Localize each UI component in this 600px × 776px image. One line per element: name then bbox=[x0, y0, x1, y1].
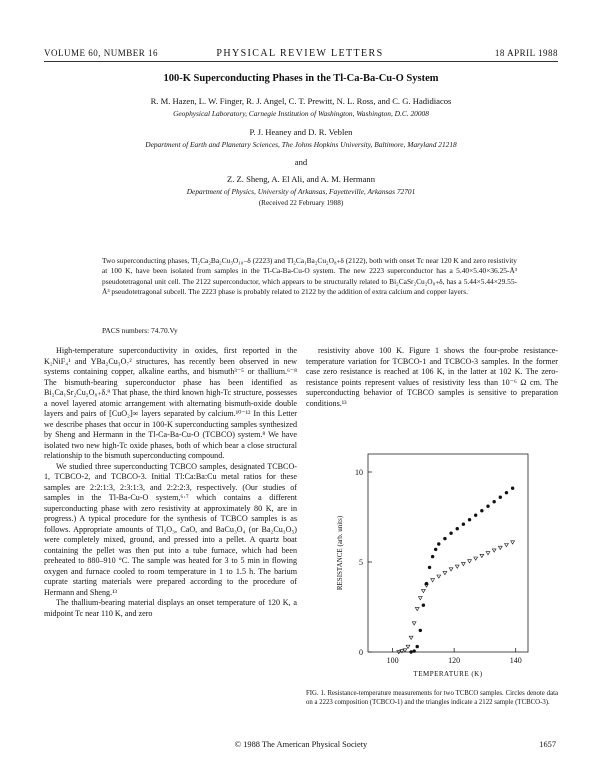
data-point-triangle bbox=[418, 597, 422, 600]
data-point-triangle bbox=[421, 589, 425, 592]
data-point-circle bbox=[437, 542, 440, 545]
affiliation-2: Department of Earth and Planetary Sciences, The Johns Hopkins University, Baltimore, Maryland 21218 bbox=[145, 140, 457, 149]
copyright-footer: © 1988 The American Physical Society bbox=[234, 740, 368, 749]
data-point-circle bbox=[492, 500, 495, 503]
data-point-circle bbox=[416, 645, 419, 648]
page-number: 1657 bbox=[539, 740, 556, 749]
y-tick-label: 10 bbox=[355, 468, 363, 477]
data-point-circle bbox=[443, 537, 446, 540]
data-point-circle bbox=[505, 491, 508, 494]
authors-group-3: Z. Z. Sheng, A. El Ali, and A. M. Hermann bbox=[227, 174, 375, 184]
data-point-triangle bbox=[468, 560, 472, 563]
data-point-circle bbox=[474, 514, 477, 517]
running-header-volume: VOLUME 60, NUMBER 16 bbox=[44, 48, 159, 58]
data-point-circle bbox=[468, 518, 471, 521]
data-point-circle bbox=[449, 532, 452, 535]
data-point-triangle bbox=[406, 645, 410, 648]
data-point-triangle bbox=[455, 565, 459, 568]
plot-area bbox=[336, 454, 528, 678]
data-point-triangle bbox=[415, 607, 419, 610]
data-point-circle bbox=[428, 566, 431, 569]
running-header-date: 18 APRIL 1988 bbox=[494, 48, 558, 58]
data-point-circle bbox=[456, 527, 459, 530]
data-point-triangle bbox=[449, 568, 453, 571]
plot-frame bbox=[368, 454, 528, 652]
data-point-circle bbox=[486, 505, 489, 508]
data-point-circle bbox=[434, 548, 437, 551]
data-point-circle bbox=[499, 496, 502, 499]
received-date: (Received 22 February 1988) bbox=[258, 199, 344, 207]
data-point-triangle bbox=[409, 636, 413, 639]
data-point-triangle bbox=[443, 571, 447, 574]
data-point-triangle bbox=[437, 575, 441, 578]
pacs-numbers: PACS numbers: 74.70.Vy bbox=[102, 326, 178, 335]
data-point-circle bbox=[409, 650, 412, 653]
paragraph: High-temperature superconductivity in oxides, first reported in the K₂NiF₄¹ and YBa₂Cu₃O₇² structures, has recently been observed in new systems containing copper, alkaline earths, and bismuth³⁻⁵ or thallium.⁶⁻⁸ The bismuth-bearing superconductor phase has been identified as Bi₂Ca₁Sr₂Cu₂O₈₊δ.⁹ That phase, the third known high-Tc structure, possesses a novel layered atomic arrangement with alternating bismuth-oxide double layers and pairs of [CuO₂]∞ layers separated by calcium.¹⁰⁻¹² In this Letter we describe phases that occur in 100-K superconducting samples synthesized by Sheng and Hermann in the Tl-Ca-Ba-Cu-O (TCBCO) system.⁸ We have isolated two new high-Tc oxide phases, both of which bear a close structural relationship to the bismuth superconducting compound. bbox=[44, 346, 297, 460]
data-point-triangle bbox=[461, 562, 465, 565]
x-axis-label: TEMPERATURE (K) bbox=[413, 670, 483, 678]
running-header-journal: PHYSICAL REVIEW LETTERS bbox=[216, 48, 384, 59]
data-point-circle bbox=[431, 555, 434, 558]
article-title: 100-K Superconducting Phases in the Tl-Ca-Ba-Cu-O System bbox=[163, 73, 439, 84]
data-point-triangle bbox=[498, 546, 502, 549]
data-point-triangle bbox=[431, 579, 435, 582]
paragraph: We studied three superconducting TCBCO samples, designated TCBCO-1, TCBCO-2, and TCBCO-3. Initial Tl:Ca:Ba:Cu metal ratios for these samples are 2:2:1:3, 2:3:1:3, and 2:2:2:3, respectively. (Our studies of samples in the Tl-Ba-Cu-O system,⁶·⁷ which contains a different superconducting phase with zero resistivity at approximately 80 K, are in progress.) A typical procedure for the synthesis of TCBCO samples is as follows. Appropriate amounts of Tl₂O₃, CaO, and BaCu₃O₄ (or Ba₂Cu₃O₅) were completely mixed, ground, and pressed into a pellet. A quartz boat containing the pellet was then put into a tube furnace, which had been preheated to 880–910 °C. The sample was heated for 3 to 5 min in flowing oxygen and furnace cooled to room temperature in 1 to 1.5 h. The barium cuprate starting materials were prepared according to the procedure of Hermann and Sheng.¹³ bbox=[44, 461, 297, 597]
authors-group-2: P. J. Heaney and D. R. Veblen bbox=[249, 127, 353, 137]
resistance-temperature-figure bbox=[306, 420, 558, 685]
data-point-triangle bbox=[511, 541, 515, 544]
data-point-circle bbox=[462, 523, 465, 526]
data-point-triangle bbox=[474, 557, 478, 560]
data-point-circle bbox=[511, 487, 514, 490]
data-point-triangle bbox=[505, 544, 509, 547]
affiliation-1: Geophysical Laboratory, Carnegie Institution of Washington, Washington, D.C. 20008 bbox=[173, 109, 429, 118]
and-separator: and bbox=[294, 157, 308, 167]
paragraph: The thallium-bearing material displays an onset temperature of 120 K, a midpoint Tc near 110 K, and zero bbox=[44, 598, 297, 618]
data-point-circle bbox=[480, 509, 483, 512]
right-column bbox=[306, 346, 558, 409]
header-rule bbox=[44, 61, 558, 62]
affiliation-3: Department of Physics, University of Arkansas, Fayetteville, Arkansas 72701 bbox=[186, 187, 416, 196]
y-tick-label: 0 bbox=[359, 648, 363, 657]
authors-group-1: R. M. Hazen, L. W. Finger, R. J. Angel, C. T. Prewitt, N. L. Ross, and C. G. Hadidiacos bbox=[150, 96, 452, 106]
x-tick-label: 120 bbox=[448, 656, 461, 665]
paragraph: resistivity above 100 K. Figure 1 shows the four-probe resistance-temperature variation for TCBCO-1 and TCBCO-3 samples. In the former case zero resistance is reached at 106 K, in the latter at 102 K. The zero-resistance points represent values of resistivity less than 10⁻⁶ Ω cm. The superconducting behavior of TCBCO samples is sensitive to preparation conditions.¹³ bbox=[306, 346, 558, 408]
data-point-triangle bbox=[486, 552, 490, 555]
data-point-triangle bbox=[492, 549, 496, 552]
y-axis-label: RESISTANCE (arb. units) bbox=[336, 515, 344, 591]
figure-caption: FIG. 1. Resistance-temperature measurements for two TCBCO samples. Circles denote data on a 2223 composition (TCBCO-1) and the triangles indicate a 2122 sample (TCBCO-3). bbox=[306, 690, 558, 706]
abstract: Two superconducting phases, Tl₂Ca₂Ba₂Cu₃O₁₀₋δ (2223) and Tl₂Ca₁Ba₂Cu₂O₈₊δ (2122), both with onset Tc near 120 K and zero resistivity at 100 K, have been isolated from samples in the Tl-Ca-Ba-Cu-O system. The new 2223 superconductor has a 5.40×5.40×36.25-Å³ pseudotetragonal unit cell. The 2122 superconductor, which appears to be structurally related to Bi₂CaSr₂Cu₂O₈₊δ, has a 5.44×5.44×29.55-Å³ pseudotetragonal subcell. The 2223 phase is probably related to 2122 by the addition of extra calcium and copper layers. bbox=[102, 256, 517, 297]
data-point-circle bbox=[419, 629, 422, 632]
data-point-triangle bbox=[412, 622, 416, 625]
x-tick-label: 140 bbox=[509, 656, 522, 665]
y-tick-label: 5 bbox=[359, 558, 363, 567]
left-column bbox=[44, 346, 297, 619]
data-point-triangle bbox=[480, 554, 484, 557]
data-point-circle bbox=[422, 604, 425, 607]
x-tick-label: 100 bbox=[386, 656, 399, 665]
data-point-circle bbox=[412, 649, 415, 652]
